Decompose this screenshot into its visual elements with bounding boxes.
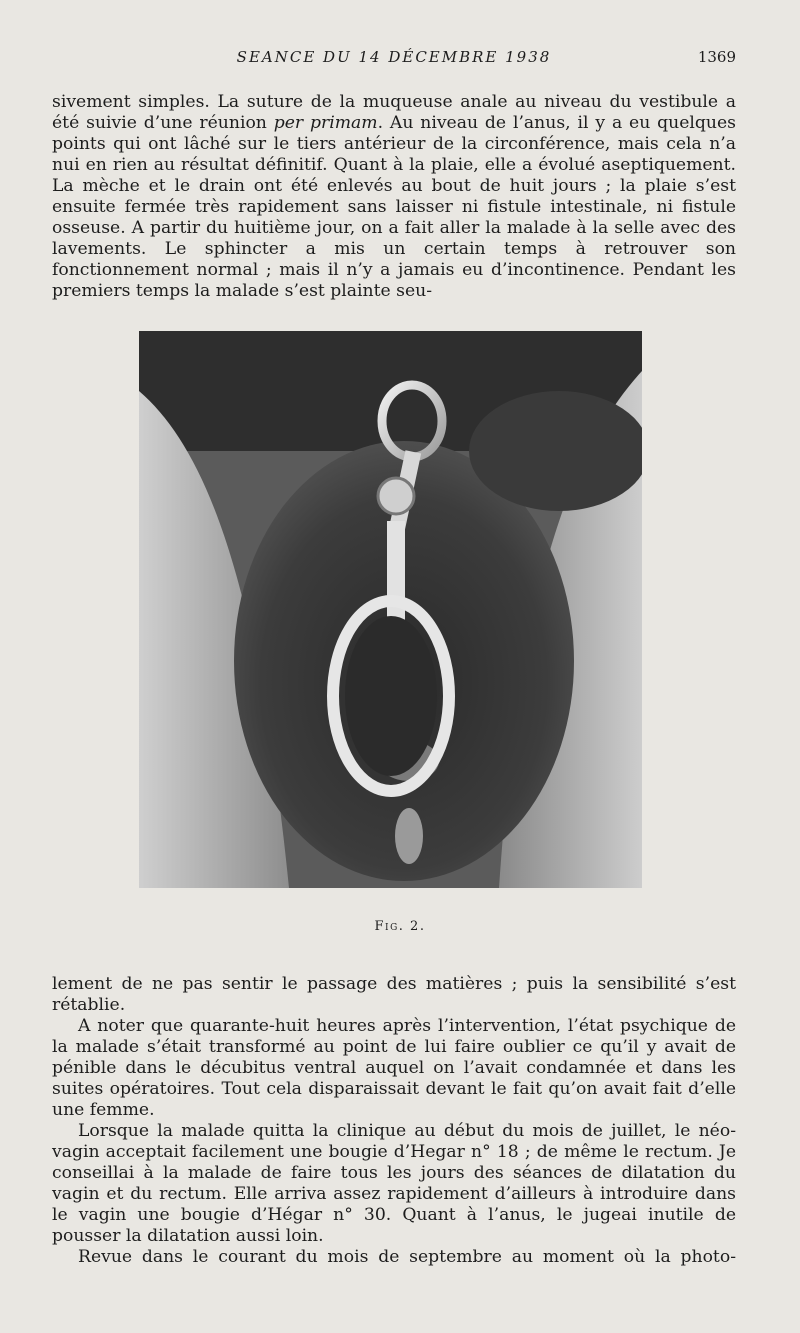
italic-term: per primam [273,113,378,133]
paragraph: Lorsque la malade quitta la clinique au début du mois de juillet, le néo-vagin acceptait facilement une bougie d’Hegar n° 18 ; de même le rectum. Je conseillai à la malade de faire tous les jours des séances de dilatation du vagin et du rectum. Elle arriva assez rapidement d’ailleurs à introduire dans le vagin une bougie d’Hégar n° 30. Quant à l’anus, le jugeai inutile de pousser la dilatation aussi loin. [52,1121,736,1246]
paragraph: A noter que quarante-huit heures après l’intervention, l’état psychique de la malade s’était transformé au point de lui faire oublier ce qu’il y avait de pénible dans le décubitus ventral auquel on l’avait condamnée et dans les suites opératoires. Tout cela disparaissait devant le fait qu’on avait fait d’elle une femme. [52,1016,736,1120]
paragraph: Revue dans le courant du mois de septembre au moment où la photo- [78,1247,736,1267]
running-title: SEANCE DU 14 DÉCEMBRE 1938 [236,48,552,66]
photograph-image [139,331,642,888]
figure-caption: Fig. 2. [374,919,426,934]
paragraph: lement de ne pas sentir le passage des matières ; puis la sensibilité s’est rétablie. [52,974,736,1015]
paragraph [52,92,736,302]
page-number: 1369 [697,48,736,66]
body-text-bottom [52,974,736,1268]
running-header [52,48,736,72]
text-run: . Au niveau de l’anus, il y a eu quelques points qui ont lâché sur le tiers antérieur de la circonférence, mais cela n’a nui en rien au résultat définitif. Quant à la plaie, elle a évolué aseptiquement. La mèche et le drain ont été enlevés au bout de huit jours ; la plaie s’est ensuite fermée très rapidement sans laisser ni fistule intestinale, ni fistule osseuse. A partir du huitième jour, on a fait aller la malade à la selle avec des lavements. Le sphincter a mis un certain temps à retrouver son fonctionnement normal ; mais il n’y a jamais eu d’incontinence. Pendant les premiers temps la malade s’est plainte seu- [52,113,736,301]
body-text-top [52,92,736,302]
text-run: sivement simples. La suture de la muqueuse anale au niveau du vestibule a été suivie d’une réunion [52,92,736,133]
figure-photograph [139,331,642,888]
